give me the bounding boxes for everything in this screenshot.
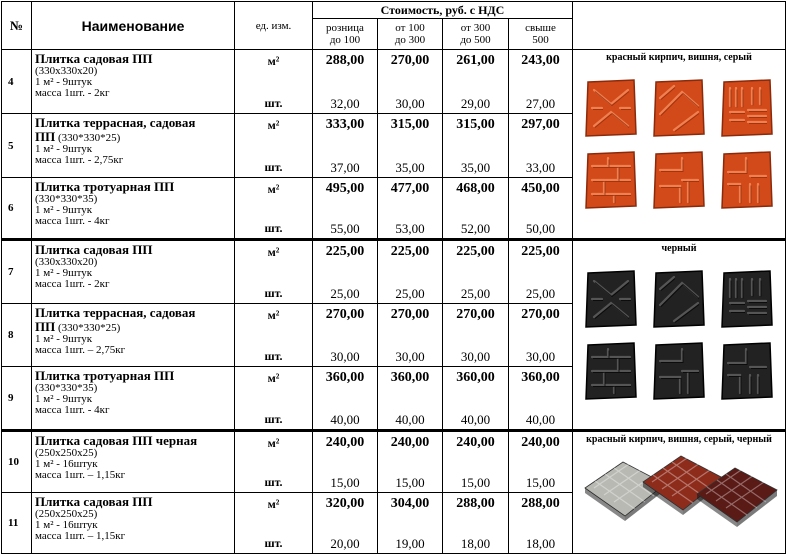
- pieces-per-m2: 1 м² - 9штук: [35, 204, 93, 216]
- unit-piece: шт.: [264, 349, 283, 363]
- price-cell: [443, 304, 509, 367]
- price-cell: [378, 114, 443, 178]
- piece-weight: масса 1шт. – 1,15кг: [35, 469, 126, 481]
- price-per-m2: 450,00: [521, 181, 560, 196]
- unit-cell: [235, 50, 313, 114]
- price-per-piece: 25,00: [395, 286, 425, 301]
- product-size: (330*330*35): [35, 193, 98, 205]
- pieces-per-m2: 1 м² - 16штук: [35, 458, 98, 470]
- price-cell: [313, 240, 378, 304]
- unit-m2: м²: [267, 118, 280, 132]
- price-per-piece: 52,00: [460, 221, 491, 236]
- product-title: Плитка тротуарная ПП: [35, 179, 175, 194]
- price-cell: [378, 178, 443, 240]
- price-cell: [509, 431, 573, 493]
- price-per-m2: 360,00: [325, 370, 365, 385]
- tile-photo: [584, 269, 638, 329]
- unit-cell: [235, 493, 313, 554]
- product-title: Плитка терраснaя, садовая: [35, 305, 196, 320]
- price-per-piece: 53,00: [395, 221, 425, 236]
- header-name: Наименование: [32, 2, 235, 50]
- price-cell: [378, 493, 443, 554]
- price-per-m2: 225,00: [456, 244, 495, 259]
- price-per-piece: 19,00: [395, 536, 425, 551]
- price-per-piece: 33,00: [525, 160, 556, 175]
- price-per-m2: 288,00: [325, 53, 365, 68]
- table-row: [2, 240, 786, 304]
- price-cell: [443, 493, 509, 554]
- price-cell: [509, 114, 573, 178]
- tile-gallery: [575, 452, 783, 542]
- header-col-1: розница до 100: [313, 19, 378, 50]
- tile-photo: [652, 269, 706, 329]
- price-cell: [378, 304, 443, 367]
- price-per-piece: 29,00: [460, 96, 491, 111]
- price-rows: [2, 50, 786, 554]
- tile-gallery: [575, 269, 783, 401]
- price-per-piece: 15,00: [330, 475, 360, 490]
- price-per-m2: 240,00: [390, 435, 430, 450]
- price-per-m2: 225,00: [325, 244, 365, 259]
- product-size: (250х250х25): [35, 508, 98, 520]
- price-per-piece: 15,00: [525, 475, 556, 490]
- price-cell: [509, 50, 573, 114]
- price-per-m2: 240,00: [325, 435, 365, 450]
- price-per-piece: 35,00: [395, 160, 425, 175]
- unit-piece: шт.: [264, 221, 283, 235]
- price-table: [1, 1, 786, 554]
- header-unit: ед. изм.: [235, 2, 313, 50]
- row-number: 5: [2, 114, 32, 178]
- price-per-m2: 360,00: [390, 370, 430, 385]
- product-description: [32, 178, 235, 240]
- piece-weight: масса 1шт. - 2,75кг: [35, 154, 124, 166]
- product-title: Плитка садовая ПП черная: [35, 433, 198, 448]
- unit-piece: шт.: [264, 160, 283, 174]
- price-per-m2: 270,00: [456, 307, 495, 322]
- tile-photo: [652, 78, 706, 138]
- unit-piece: шт.: [264, 286, 283, 300]
- row-number: 7: [2, 240, 32, 304]
- price-cell: [313, 114, 378, 178]
- unit-m2: м²: [267, 54, 280, 68]
- price-per-m2: 288,00: [456, 496, 495, 511]
- piece-weight: масса 1шт. – 1,15кг: [35, 530, 126, 542]
- product-size: (250х250х25): [35, 447, 98, 459]
- table-row: [2, 50, 786, 114]
- header-image-col: [573, 2, 786, 50]
- price-per-m2: 261,00: [456, 53, 495, 68]
- price-cell: [313, 367, 378, 431]
- price-per-m2: 240,00: [521, 435, 560, 450]
- price-per-piece: 30,00: [460, 349, 491, 364]
- price-cell: [443, 178, 509, 240]
- header-col-4: свыше 500: [509, 19, 573, 50]
- price-cell: [313, 493, 378, 554]
- product-title: Плитка садовая ПП: [35, 242, 153, 257]
- product-size: (330х330х20): [35, 65, 98, 77]
- tile-photo: [584, 150, 638, 210]
- color-caption: черный: [661, 243, 697, 254]
- product-description: [32, 240, 235, 304]
- product-description: [32, 304, 235, 367]
- price-per-piece: 30,00: [330, 349, 360, 364]
- price-cell: [378, 240, 443, 304]
- product-image-cell: [573, 240, 786, 431]
- tile-photo: [652, 341, 706, 401]
- price-per-m2: 270,00: [390, 53, 430, 68]
- tile-photo: [720, 150, 774, 210]
- piece-weight: масса 1шт. – 2,75кг: [35, 344, 126, 356]
- row-number: 4: [2, 50, 32, 114]
- price-cell: [443, 50, 509, 114]
- product-title: Плитка садовая ПП: [35, 51, 153, 66]
- product-size: (330*330*35): [35, 382, 98, 394]
- pieces-per-m2: 1 м² - 9штук: [35, 393, 93, 405]
- product-description: [32, 50, 235, 114]
- price-cell: [443, 431, 509, 493]
- unit-piece: шт.: [264, 475, 283, 489]
- unit-m2: м²: [267, 308, 280, 322]
- price-per-piece: 30,00: [395, 96, 425, 111]
- price-cell: [313, 304, 378, 367]
- price-per-piece: 20,00: [330, 536, 360, 551]
- price-per-m2: 288,00: [521, 496, 560, 511]
- price-cell: [443, 240, 509, 304]
- product-title: Плитка терраснaя, садовая: [35, 115, 196, 130]
- price-cell: [443, 114, 509, 178]
- row-number: 10: [2, 431, 32, 493]
- tile-photo: [720, 78, 774, 138]
- tile-photo: [584, 341, 638, 401]
- unit-piece: шт.: [264, 536, 283, 550]
- color-caption: красный кирпич, вишня, серый: [606, 52, 752, 63]
- header-col-3: от 300 до 500: [443, 19, 509, 50]
- price-per-piece: 55,00: [330, 221, 360, 236]
- price-per-m2: 240,00: [456, 435, 495, 450]
- price-per-m2: 333,00: [325, 117, 365, 132]
- price-cell: [313, 178, 378, 240]
- piece-weight: масса 1шт. - 2кг: [35, 278, 110, 290]
- price-per-piece: 37,00: [330, 160, 360, 175]
- price-per-m2: 270,00: [390, 307, 430, 322]
- price-per-m2: 297,00: [521, 117, 560, 132]
- pieces-per-m2: 1 м² - 16штук: [35, 519, 98, 531]
- header-cost: Стоимость, руб. с НДС: [313, 2, 573, 19]
- price-per-piece: 40,00: [460, 412, 491, 427]
- price-per-piece: 18,00: [460, 536, 491, 551]
- pieces-per-m2: 1 м² - 9штук: [35, 267, 93, 279]
- unit-m2: м²: [267, 371, 280, 385]
- piece-weight: масса 1шт. - 4кг: [35, 215, 110, 227]
- tile-photo: [652, 150, 706, 210]
- price-per-m2: 320,00: [325, 496, 365, 511]
- price-cell: [509, 304, 573, 367]
- price-cell: [509, 178, 573, 240]
- header-col-2: от 100 до 300: [378, 19, 443, 50]
- tile-gallery: [575, 78, 783, 210]
- unit-cell: [235, 178, 313, 240]
- pieces-per-m2: 1 м² - 9штук: [35, 143, 93, 155]
- price-per-m2: 468,00: [456, 181, 495, 196]
- price-per-piece: 27,00: [525, 96, 556, 111]
- price-per-piece: 30,00: [395, 349, 425, 364]
- product-size: (330х330х20): [35, 256, 98, 268]
- price-per-piece: 25,00: [525, 286, 556, 301]
- price-per-m2: 304,00: [390, 496, 430, 511]
- price-per-piece: 40,00: [330, 412, 360, 427]
- price-cell: [443, 367, 509, 431]
- product-size: (330*330*25): [57, 132, 121, 144]
- row-number: 9: [2, 367, 32, 431]
- product-image-cell: [573, 431, 786, 554]
- price-per-piece: 25,00: [460, 286, 491, 301]
- product-title-cont: ПП: [35, 319, 56, 334]
- row-number: 8: [2, 304, 32, 367]
- price-per-m2: 360,00: [456, 370, 495, 385]
- price-per-m2: 315,00: [390, 117, 430, 132]
- color-caption: красный кирпич, вишня, серый, черный: [586, 434, 772, 445]
- unit-m2: м²: [267, 436, 280, 450]
- price-per-m2: 315,00: [456, 117, 495, 132]
- price-per-m2: 495,00: [325, 181, 365, 196]
- price-per-m2: 477,00: [390, 181, 430, 196]
- price-per-piece: 35,00: [460, 160, 491, 175]
- pieces-per-m2: 1 м² - 9штук: [35, 333, 93, 345]
- unit-piece: шт.: [264, 96, 283, 110]
- price-cell: [313, 431, 378, 493]
- price-per-m2: 225,00: [521, 244, 560, 259]
- unit-cell: [235, 240, 313, 304]
- price-per-m2: 360,00: [521, 370, 560, 385]
- price-cell: [313, 50, 378, 114]
- price-per-m2: 243,00: [521, 53, 560, 68]
- unit-cell: [235, 304, 313, 367]
- piece-weight: масса 1шт. - 4кг: [35, 404, 110, 416]
- price-per-piece: 40,00: [525, 412, 556, 427]
- row-number: 11: [2, 493, 32, 554]
- header-number: №: [2, 2, 32, 50]
- tile-photo: [720, 269, 774, 329]
- product-title: Плитка тротуарная ПП: [35, 368, 175, 383]
- unit-m2: м²: [267, 182, 280, 196]
- unit-cell: [235, 431, 313, 493]
- pieces-per-m2: 1 м² - 9штук: [35, 76, 93, 88]
- unit-cell: [235, 367, 313, 431]
- price-per-piece: 40,00: [395, 412, 425, 427]
- table-row: [2, 431, 786, 493]
- price-per-piece: 18,00: [525, 536, 556, 551]
- tile-photo: [691, 464, 781, 528]
- row-number: 6: [2, 178, 32, 240]
- price-cell: [378, 431, 443, 493]
- price-per-m2: 270,00: [325, 307, 365, 322]
- product-description: [32, 431, 235, 493]
- product-title: Плитка садовая ПП: [35, 494, 153, 509]
- price-per-piece: 15,00: [395, 475, 425, 490]
- price-cell: [509, 493, 573, 554]
- price-cell: [378, 367, 443, 431]
- unit-m2: м²: [267, 245, 280, 259]
- unit-piece: шт.: [264, 412, 283, 426]
- price-per-piece: 50,00: [525, 221, 556, 236]
- tile-photo: [720, 341, 774, 401]
- product-title-cont: ПП: [35, 129, 56, 144]
- product-description: [32, 367, 235, 431]
- product-image-cell: [573, 50, 786, 240]
- product-size: (330*330*25): [57, 322, 121, 334]
- price-per-piece: 32,00: [330, 96, 360, 111]
- price-per-m2: 225,00: [390, 244, 430, 259]
- price-cell: [509, 240, 573, 304]
- price-per-m2: 270,00: [521, 307, 560, 322]
- price-per-piece: 25,00: [330, 286, 360, 301]
- unit-m2: м²: [267, 497, 280, 511]
- piece-weight: масса 1шт. - 2кг: [35, 87, 110, 99]
- price-cell: [378, 50, 443, 114]
- product-description: [32, 493, 235, 554]
- price-cell: [509, 367, 573, 431]
- tile-photo: [584, 78, 638, 138]
- product-description: [32, 114, 235, 178]
- unit-cell: [235, 114, 313, 178]
- price-per-piece: 30,00: [525, 349, 556, 364]
- price-per-piece: 15,00: [460, 475, 491, 490]
